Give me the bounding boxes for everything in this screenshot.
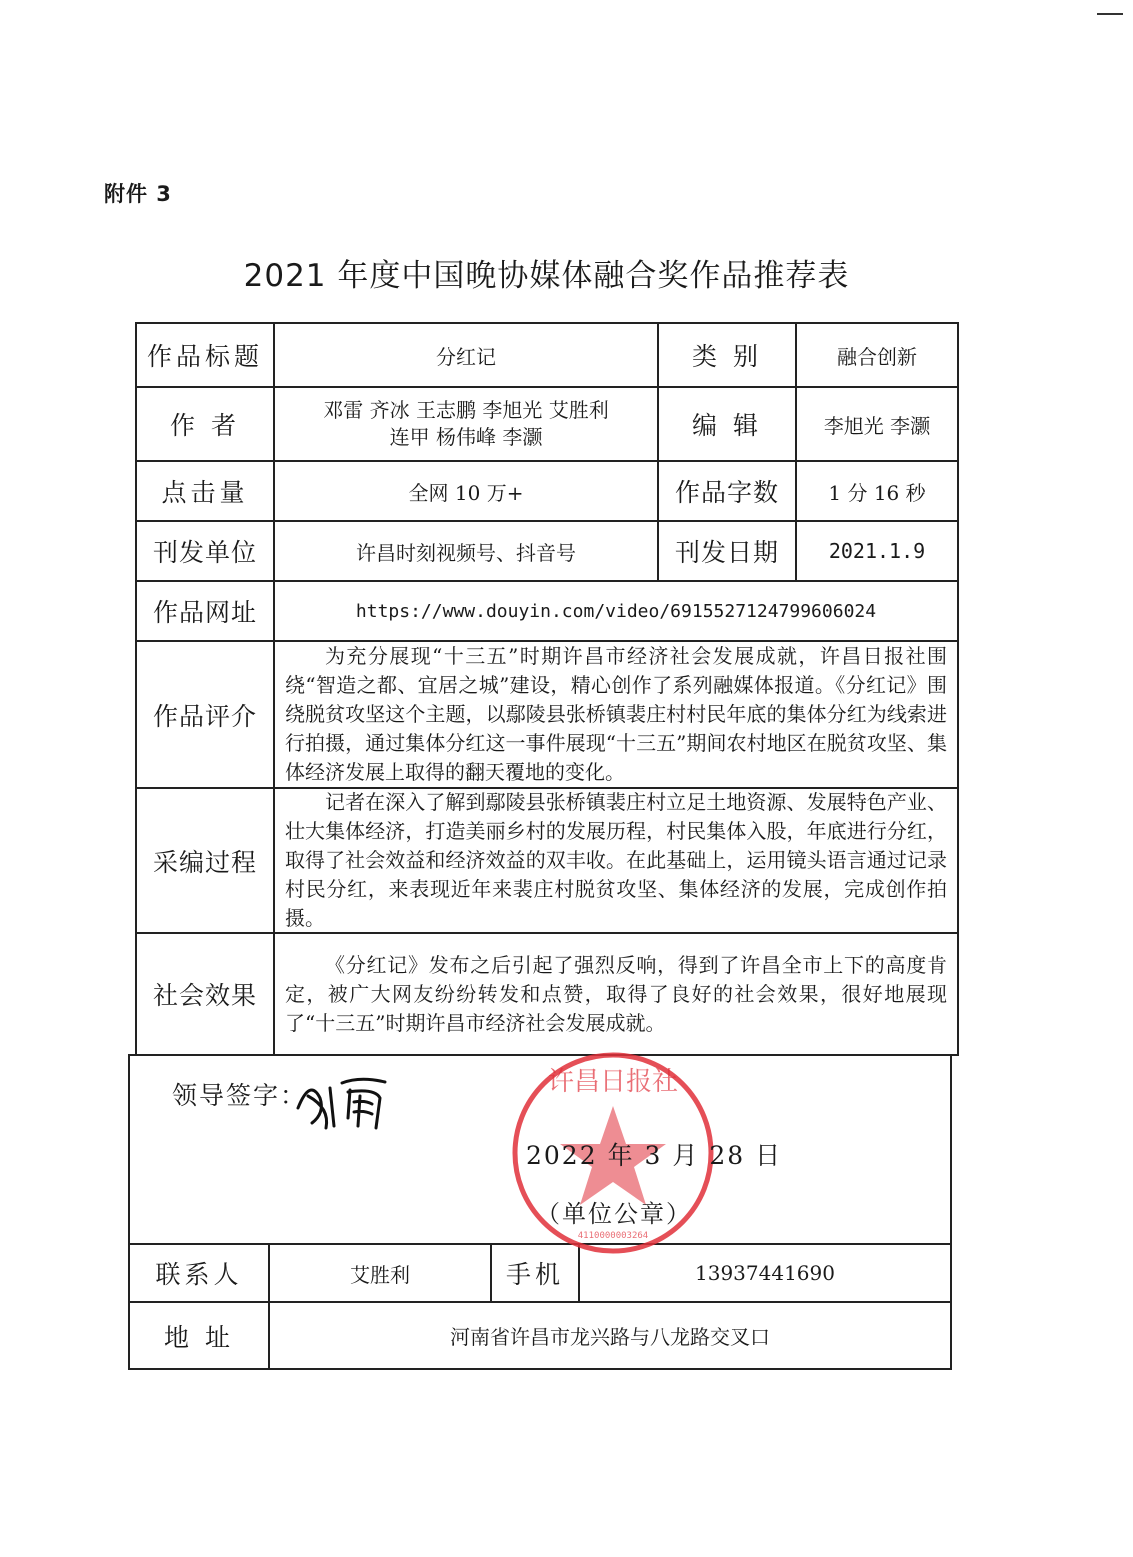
author-line-1: 邓雷 齐冰 王志鹏 李旭光 艾胜利 (323, 398, 609, 422)
editor-label: 编 辑 (692, 411, 762, 440)
review-label: 作品评介 (152, 701, 257, 731)
attachment-label: 附件 3 (104, 182, 172, 206)
contact-label: 联系人 (155, 1260, 243, 1289)
clicks-label: 点击量 (161, 478, 249, 507)
category-label: 类 别 (692, 342, 762, 371)
sign-date: 2022 年 3 月 28 日 (526, 1141, 783, 1170)
publisher-label: 刊发单位 (152, 538, 257, 567)
word-count-label: 作品字数 (674, 478, 779, 507)
phone-label: 手机 (505, 1260, 564, 1289)
effect-text: 《分红记》发布之后引起了强烈反响，得到了许昌全市上下的高度肯定，被广大网友纷纷转发和点赞，取得了良好的社会效果，很好地展现了“十三五”时期许昌市经济社会发展成就。 (285, 952, 947, 1035)
publish-date-label: 刊发日期 (674, 538, 779, 567)
process-label: 采编过程 (152, 847, 257, 877)
page-title: 2021 年度中国晚协媒体融合奖作品推荐表 (243, 258, 850, 294)
seal-text: 许昌日报社 (547, 1067, 679, 1097)
process-text: 记者在深入了解到鄢陵县张桥镇裴庄村立足土地资源、发展特色产业、壮大集体经济，打造美丽乡村的发展历程，村民集体入股，年底进行分红，取得了社会效益和经济效益的双丰收。在此基础上，运用镜头语言通过记录村民分红，来表现近年来裴庄村脱贫攻坚、集体经济的发展，完成创作拍摄。 (285, 790, 947, 930)
leader-signature (290, 1068, 400, 1138)
editor-value: 李旭光 李灏 (823, 413, 931, 438)
publisher-value: 许昌时刻视频号、抖音号 (356, 540, 576, 565)
leader-sign-label: 领导签字： (172, 1081, 308, 1110)
seal-note: （单位公章） (536, 1200, 692, 1228)
contact-value: 艾胜利 (350, 1262, 410, 1287)
seal-number: 4110000003264 (577, 1231, 649, 1241)
url-label: 作品网址 (152, 598, 257, 627)
word-count-value: 1 分 16 秒 (828, 480, 926, 505)
author-value (275, 388, 657, 460)
review-text: 为充分展现“十三五”时期许昌市经济社会发展成就，许昌日报社围绕“智造之都、宜居之城”建设，精心创作了系列融媒体报道。《分红记》围绕脱贫攻坚这个主题，以鄢陵县张桥镇裴庄村村民年底的集体分红为线索进行拍摄，通过集体分红这一事件展现“十三五”期间农村地区在脱贫攻坚、集体经济发展上取得的翻天覆地的变化。 (285, 644, 947, 784)
author-line-2: 连甲 杨伟峰 李灏 (389, 425, 543, 449)
clicks-value: 全网 10 万+ (408, 480, 524, 505)
work-title-value: 分红记 (436, 344, 496, 369)
address-label: 地 址 (164, 1322, 234, 1352)
effect-label: 社会效果 (152, 981, 257, 1010)
recommendation-form-lower (128, 1054, 952, 1370)
phone-value: 13937441690 (695, 1261, 835, 1285)
category-value: 融合创新 (837, 344, 917, 369)
address-value: 河南省许昌市龙兴路与八龙路交叉口 (450, 1325, 770, 1349)
work-title-label: 作品标题 (146, 342, 263, 371)
author-label: 作 者 (170, 411, 240, 440)
scan-mark (1097, 13, 1123, 15)
recommendation-form-upper (135, 322, 959, 1056)
publish-date-value: 2021.1.9 (828, 539, 926, 563)
url-value[interactable]: https://www.douyin.com/video/6915527124799606024 (355, 600, 877, 622)
